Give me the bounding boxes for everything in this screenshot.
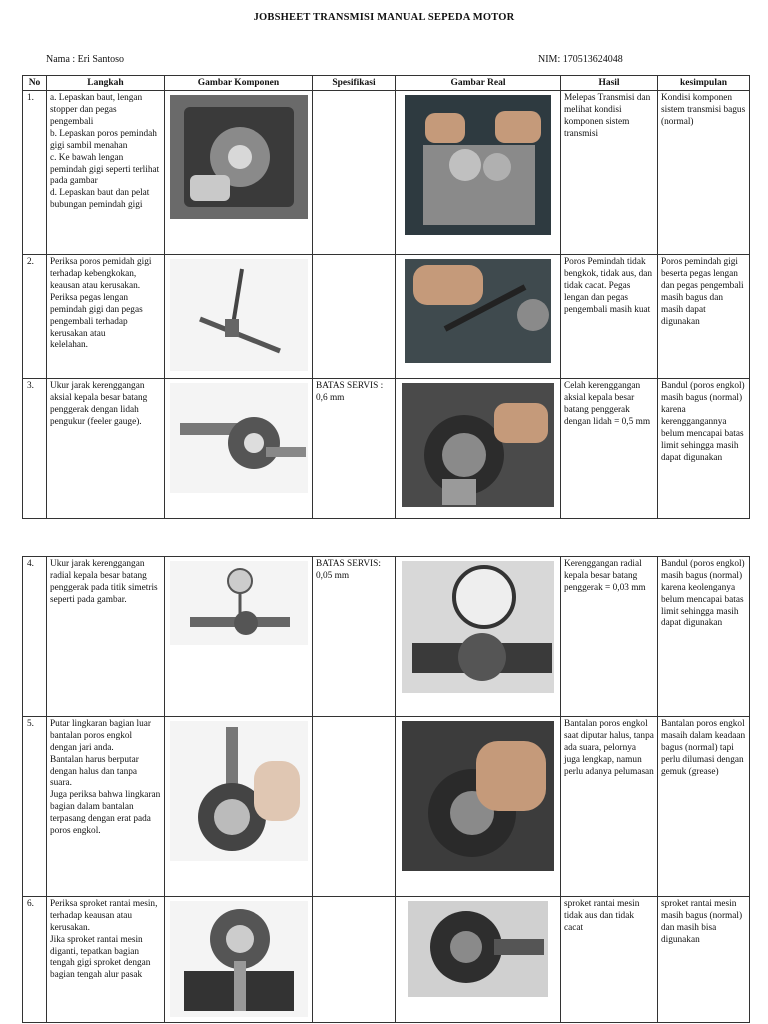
row-kesimpulan: Bandul (poros engkol) masih bagus (normal) karena kerenggangannya belum mencapai batas limit sehingga masih dapat digunakan — [658, 379, 750, 519]
page-title: JOBSHEET TRANSMISI MANUAL SEPEDA MOTOR — [253, 12, 515, 23]
component-image-cell — [165, 557, 313, 717]
student-name: Nama : Eri Santoso — [46, 54, 125, 65]
component-photo-icon — [169, 901, 308, 1017]
table-row — [23, 255, 750, 379]
row-number: 1. — [23, 91, 47, 255]
row-spesifikasi: BATAS SERVIS: 0,05 mm — [313, 557, 396, 717]
real-image-cell — [396, 255, 561, 379]
row-number: 6. — [23, 897, 47, 1023]
row-langkah: Ukur jarak kerenggangan radial kepala besar batang penggerak pada titik simetris seperti pada gambar. — [47, 557, 165, 717]
row-kesimpulan: Poros pemindah gigi beserta pegas lengan dan pegas pengembali masih bagus dan masih dapat digunakan — [658, 255, 750, 379]
header-hasil: Hasil — [561, 76, 658, 91]
header-gambar-real: Gambar Real — [396, 76, 561, 91]
row-langkah: a. Lepaskan baut, lengan stopper dan pegas pengembali b. Lepaskan poros pemindah gigi sambil menahan c. Ke bawah lengan pemindah gigi seperti terlihat pada gambar d. Lepaskan baut dan pelat bubungan pemindah gigi — [47, 91, 165, 255]
real-photo-icon — [400, 721, 556, 871]
component-photo-icon — [169, 721, 308, 861]
row-spesifikasi — [313, 897, 396, 1023]
real-photo-icon — [400, 383, 556, 507]
real-photo-icon — [400, 95, 556, 235]
row-kesimpulan: Bandul (poros engkol) masih bagus (normal) karena keolenganya belum mencapai batas limit sehingga masih dapat digunakan — [658, 557, 750, 717]
header-langkah: Langkah — [47, 76, 165, 91]
row-number: 4. — [23, 557, 47, 717]
row-number: 5. — [23, 717, 47, 897]
table-row — [23, 379, 750, 519]
row-spesifikasi — [313, 717, 396, 897]
header-spesifikasi: Spesifikasi — [313, 76, 396, 91]
row-hasil: Melepas Transmisi dan melihat kondisi komponen sistem transmisi — [561, 91, 658, 255]
row-spesifikasi — [313, 255, 396, 379]
jobsheet-table-2 — [22, 556, 750, 1023]
row-number: 3. — [23, 379, 47, 519]
row-hasil: Kerenggangan radial kepala besar batang penggerak = 0,03 mm — [561, 557, 658, 717]
real-photo-icon — [400, 259, 556, 363]
table-row — [23, 91, 750, 255]
component-photo-icon — [169, 383, 308, 493]
student-nim: NIM: 170513624048 — [538, 54, 623, 65]
real-image-cell — [396, 91, 561, 255]
component-photo-icon — [169, 95, 308, 219]
row-hasil: Bantalan poros engkol saat diputar halus, tanpa ada suara, pelornya juga lengkap, namun perlu adanya pelumasan — [561, 717, 658, 897]
row-kesimpulan: sproket rantai mesin masih bagus (normal) dan masih bisa digunakan — [658, 897, 750, 1023]
real-image-cell — [396, 379, 561, 519]
component-image-cell — [165, 91, 313, 255]
real-photo-icon — [400, 901, 556, 997]
component-image-cell — [165, 379, 313, 519]
row-spesifikasi — [313, 91, 396, 255]
row-hasil: sproket rantai mesin tidak aus dan tidak cacat — [561, 897, 658, 1023]
real-image-cell — [396, 557, 561, 717]
row-langkah: Ukur jarak kerenggangan aksial kepala besar batang penggerak dengan lidah pengukur (feeler gauge). — [47, 379, 165, 519]
row-langkah: Periksa poros pemidah gigi terhadap kebengkokan, keausan atau kerusakan. Periksa pegas lengan pemindah gigi dan pegas pengembali terhadap kerusakan atau kelelahan. — [47, 255, 165, 379]
component-image-cell — [165, 255, 313, 379]
row-hasil: Celah kerenggangan aksial kepala besar batang penggerak dengan lidah = 0,5 mm — [561, 379, 658, 519]
component-image-cell — [165, 897, 313, 1023]
real-image-cell — [396, 897, 561, 1023]
real-photo-icon — [400, 561, 556, 693]
header-no: No — [23, 76, 47, 91]
row-langkah: Periksa sproket rantai mesin, terhadap keausan atau kerusakan. Jika sproket rantai mesin diganti, tepatkan bagian tengah gigi sproket dengan bagian tengah alur pasak — [47, 897, 165, 1023]
table-header-row — [23, 76, 750, 91]
row-kesimpulan: Kondisi komponen sistem transmisi bagus (normal) — [658, 91, 750, 255]
table-row — [23, 717, 750, 897]
header-gambar-komponen: Gambar Komponen — [165, 76, 313, 91]
component-photo-icon — [169, 561, 308, 645]
table-row — [23, 557, 750, 717]
row-kesimpulan: Bantalan poros engkol masaih dalam keadaan bagus (normal) tapi perlu dilumasi dengan gemuk (grease) — [658, 717, 750, 897]
row-hasil: Poros Pemindah tidak bengkok, tidak aus, dan tidak cacat. Pegas lengan dan pegas pengembali masih kuat — [561, 255, 658, 379]
header-kesimpulan: kesimpulan — [658, 76, 750, 91]
row-spesifikasi: BATAS SERVIS : 0,6 mm — [313, 379, 396, 519]
jobsheet-table-1 — [22, 75, 750, 519]
row-langkah: Putar lingkaran bagian luar bantalan poros engkol dengan jari anda. Bantalan harus berputar dengan halus dan tanpa suara. Juga periksa bahwa lingkaran bagian dalam bantalan terpasang dengan erat pada poros engkol. — [47, 717, 165, 897]
component-image-cell — [165, 717, 313, 897]
component-photo-icon — [169, 259, 308, 371]
real-image-cell — [396, 717, 561, 897]
row-number: 2. — [23, 255, 47, 379]
table-row — [23, 897, 750, 1023]
